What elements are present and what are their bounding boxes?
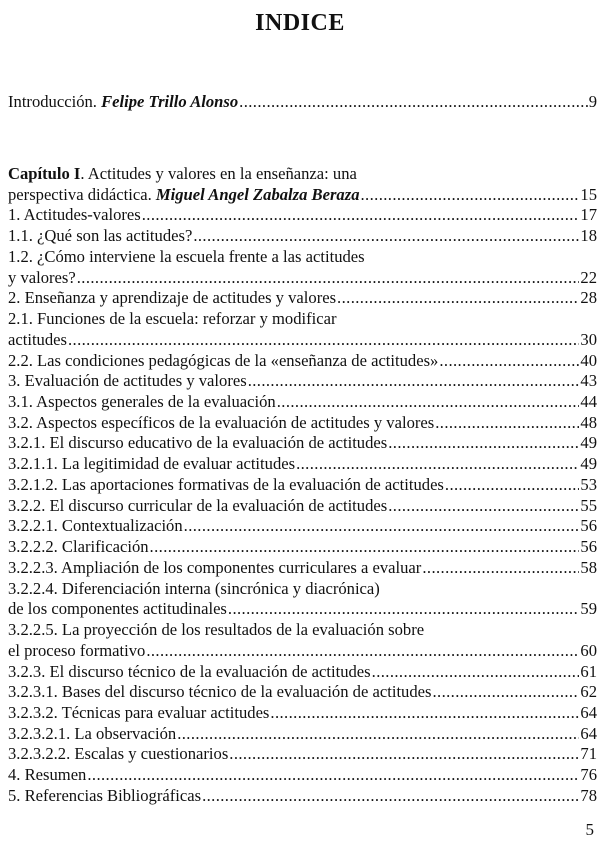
toc-entry-page: 60 bbox=[580, 640, 597, 660]
toc-entry bbox=[8, 267, 597, 288]
dot-leader bbox=[361, 184, 580, 205]
toc-entry-page: 71 bbox=[580, 744, 597, 764]
dot-leader bbox=[248, 370, 580, 391]
dot-leader bbox=[228, 598, 580, 619]
toc-entry-page: 48 bbox=[580, 412, 597, 432]
toc-entry-text: 3.2.3.1. Bases del discurso técnico de la evaluación de actitudes bbox=[8, 682, 432, 702]
dot-leader bbox=[439, 350, 579, 371]
toc-entry-text: 3.1. Aspectos generales de la evaluación bbox=[8, 392, 276, 412]
toc-entry-text: 3.2.3. El discurso técnico de la evaluación de actitudes bbox=[8, 661, 371, 681]
toc-entry-page: 15 bbox=[580, 184, 597, 204]
dot-leader bbox=[445, 474, 580, 495]
toc-entry bbox=[8, 308, 597, 329]
toc-entry bbox=[8, 785, 597, 806]
dot-leader bbox=[77, 267, 580, 288]
toc-entry-text: de los componentes actitudinales bbox=[8, 599, 227, 619]
toc-entry bbox=[8, 515, 597, 536]
toc-entry-page: 61 bbox=[580, 661, 597, 681]
toc-entry bbox=[8, 723, 597, 744]
toc-entry-text: 3.2.1.2. Las aportaciones formativas de la evaluación de actitudes bbox=[8, 474, 444, 494]
toc-entry bbox=[8, 598, 597, 619]
dot-leader bbox=[87, 764, 579, 785]
toc-entry-text: 3.2.2. El discurso curricular de la evaluación de actitudes bbox=[8, 495, 388, 515]
toc-entry bbox=[8, 246, 597, 267]
toc-entry-text: 3.2.2.1. Contextualización bbox=[8, 516, 183, 536]
toc-entry-page: 64 bbox=[580, 723, 597, 743]
toc-entry-page: 55 bbox=[580, 495, 597, 515]
toc-entry-text: 1.2. ¿Cómo interviene la escuela frente a las actitudes bbox=[8, 246, 365, 266]
toc-entry-page: 56 bbox=[580, 537, 597, 557]
toc-entry-page: 49 bbox=[580, 454, 597, 474]
toc-entry bbox=[8, 287, 597, 308]
toc-entry-text: 5. Referencias Bibliográficas bbox=[8, 785, 202, 805]
toc-entry-page: 78 bbox=[580, 785, 597, 805]
toc-entry-text: 3.2.3.2.2. Escalas y cuestionarios bbox=[8, 744, 229, 764]
toc-entry bbox=[8, 204, 597, 225]
toc-entry bbox=[8, 764, 597, 785]
dot-leader bbox=[388, 432, 579, 453]
toc-entry bbox=[8, 91, 597, 112]
dot-leader bbox=[270, 702, 579, 723]
toc-entry bbox=[8, 702, 597, 723]
toc-entry bbox=[8, 661, 597, 682]
toc-entry bbox=[8, 495, 597, 516]
toc-entry-text: 4. Resumen bbox=[8, 765, 87, 785]
toc-entry bbox=[8, 557, 597, 578]
toc-entry-page: 58 bbox=[580, 557, 597, 577]
toc-entry bbox=[8, 640, 597, 661]
toc-entry-page: 43 bbox=[580, 371, 597, 391]
toc-entry-text: 3.2.2.4. Diferenciación interna (sincrónica y diacrónica) bbox=[8, 578, 380, 598]
toc-entry-page: 49 bbox=[580, 433, 597, 453]
toc-entry bbox=[8, 412, 597, 433]
toc-entry-text: y valores? bbox=[8, 267, 76, 287]
dot-leader bbox=[68, 329, 579, 350]
toc-entry-page: 9 bbox=[588, 92, 597, 111]
dot-leader bbox=[193, 225, 579, 246]
toc-entry bbox=[8, 619, 597, 640]
toc-entry-page: 53 bbox=[580, 474, 597, 494]
toc-entry-text: 2.1. Funciones de la escuela: reforzar y modificar bbox=[8, 309, 337, 329]
dot-leader bbox=[337, 287, 579, 308]
toc-entry-page: 28 bbox=[580, 288, 597, 308]
dot-leader bbox=[177, 723, 579, 744]
toc-entry-text: 3.2.3.2. Técnicas para evaluar actitudes bbox=[8, 702, 270, 722]
dot-leader bbox=[239, 91, 588, 112]
toc-entry bbox=[8, 743, 597, 764]
toc-entry bbox=[8, 184, 597, 205]
toc-entry-text: 3.2.2.5. La proyección de los resultados de la evaluación sobre bbox=[8, 620, 425, 640]
toc-entry-text: Capítulo I bbox=[8, 164, 81, 183]
toc-entry-text: 3.2.2.3. Ampliación de los componentes curriculares a evaluar bbox=[8, 557, 422, 577]
toc-entry-text: 3.2.3.2.1. La observación bbox=[8, 723, 177, 743]
toc-entry bbox=[8, 391, 597, 412]
toc-entry bbox=[8, 370, 597, 391]
dot-leader bbox=[202, 785, 579, 806]
dot-leader bbox=[142, 204, 580, 225]
toc-entry-text: . Actitudes y valores en la enseñanza: una bbox=[80, 164, 357, 183]
toc-entry-author: Miguel Angel Zabalza Beraza bbox=[155, 184, 360, 204]
dot-leader bbox=[432, 681, 579, 702]
dot-leader bbox=[422, 557, 579, 578]
dot-leader bbox=[229, 743, 579, 764]
toc-entry-text: 3.2. Aspectos específicos de la evaluación de actitudes y valores bbox=[8, 412, 435, 432]
toc-entry bbox=[8, 225, 597, 246]
toc-entry-page: 56 bbox=[580, 516, 597, 536]
toc-entry-page: 62 bbox=[580, 682, 597, 702]
toc-entry-page: 40 bbox=[580, 350, 597, 370]
toc-entry bbox=[8, 453, 597, 474]
toc-entry-text: 3.2.1.1. La legitimidad de evaluar actitudes bbox=[8, 454, 296, 474]
toc-entry-text: 1. Actitudes-valores bbox=[8, 205, 141, 225]
dot-leader bbox=[184, 515, 580, 536]
toc-entry-page: 30 bbox=[580, 329, 597, 349]
toc-entry-page: 64 bbox=[580, 702, 597, 722]
toc-entry-text: 1.1. ¿Qué son las actitudes? bbox=[8, 226, 193, 246]
toc-entry-author: Felipe Trillo Alonso bbox=[101, 92, 239, 111]
toc-entry-page: 76 bbox=[580, 765, 597, 785]
toc-entry bbox=[8, 681, 597, 702]
dot-leader bbox=[150, 536, 580, 557]
toc-entry bbox=[8, 329, 597, 350]
toc-entry-text: 3.2.1. El discurso educativo de la evaluación de actitudes bbox=[8, 433, 388, 453]
dot-leader bbox=[146, 640, 579, 661]
toc-entry bbox=[8, 432, 597, 453]
dot-leader bbox=[372, 661, 580, 682]
dot-leader bbox=[388, 495, 579, 516]
toc-entry-page: 44 bbox=[580, 392, 597, 412]
toc-entry-text: 3.2.2.2. Clarificación bbox=[8, 537, 149, 557]
toc-entry-page: 17 bbox=[580, 205, 597, 225]
toc-entry-text: actitudes bbox=[8, 329, 67, 349]
toc-entry-text: perspectiva didáctica. bbox=[8, 184, 156, 204]
toc-entry bbox=[8, 350, 597, 371]
page-number: 5 bbox=[585, 820, 594, 839]
toc-entry bbox=[8, 474, 597, 495]
toc-entry-text: 3. Evaluación de actitudes y valores bbox=[8, 371, 247, 391]
dot-leader bbox=[277, 391, 580, 412]
dot-leader bbox=[435, 412, 579, 433]
page-title: INDICE bbox=[255, 10, 345, 36]
toc-entry bbox=[8, 163, 597, 184]
toc-entry-text: 2.2. Las condiciones pedagógicas de la «enseñanza de actitudes» bbox=[8, 350, 439, 370]
toc-entry-text: el proceso formativo bbox=[8, 640, 146, 660]
toc-entry-page: 18 bbox=[580, 226, 597, 246]
toc-entry-text: 2. Enseñanza y aprendizaje de actitudes y valores bbox=[8, 288, 337, 308]
toc-entry-page: 22 bbox=[580, 267, 597, 287]
dot-leader bbox=[296, 453, 579, 474]
toc-entry bbox=[8, 578, 597, 599]
toc-entry-page: 59 bbox=[580, 599, 597, 619]
toc-entry-text: Introducción. bbox=[8, 92, 102, 111]
toc-entry bbox=[8, 536, 597, 557]
